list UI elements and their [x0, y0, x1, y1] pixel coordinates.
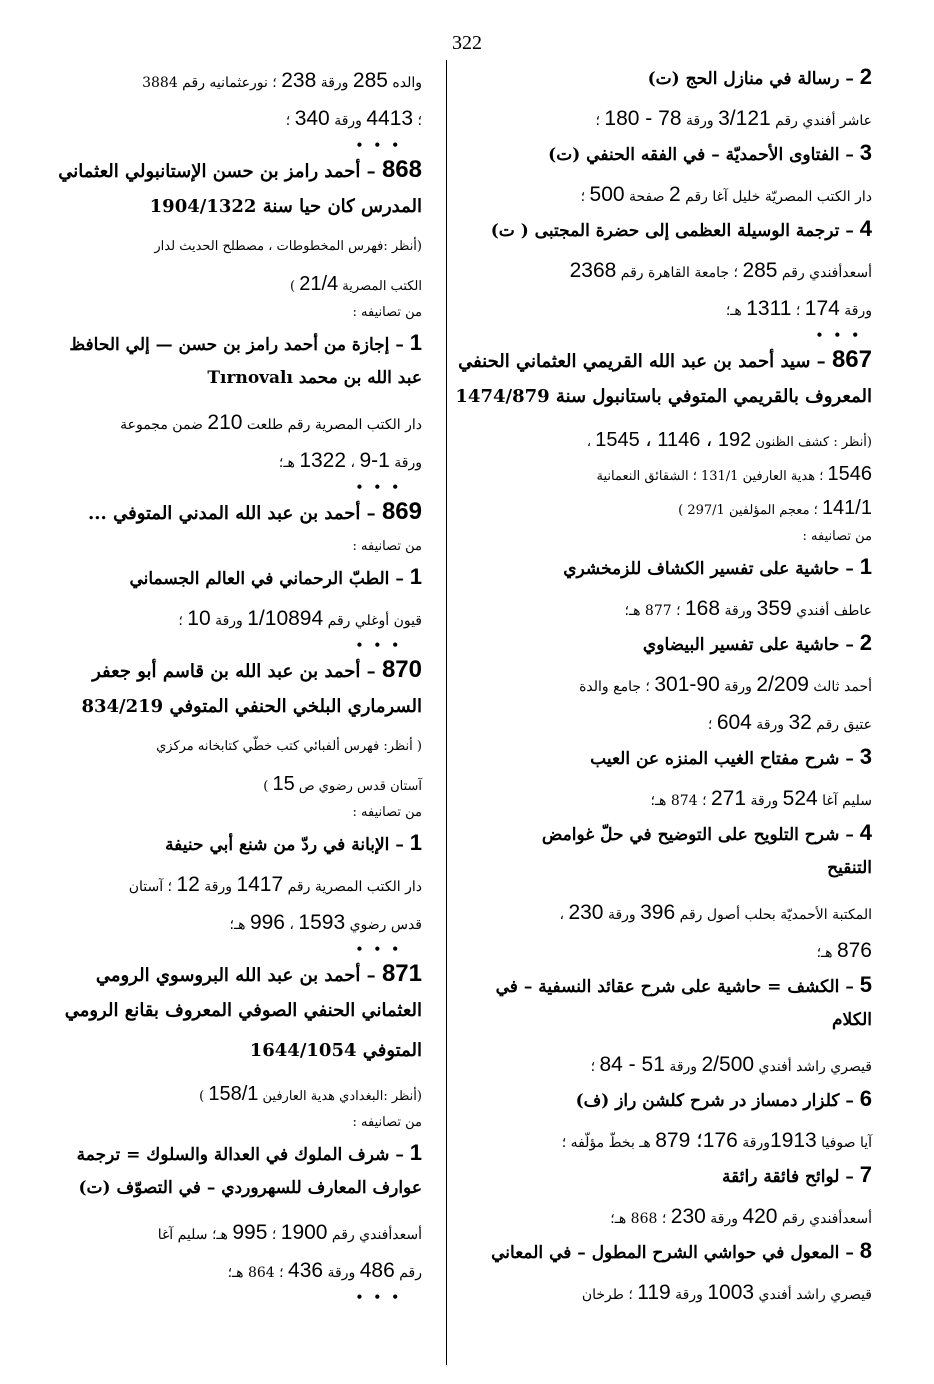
manuscript-reference [472, 176, 872, 214]
ref-text: ورقة [719, 679, 757, 695]
ref-number: 4413 [366, 107, 414, 130]
ref-number: 176؛ 879 [655, 1129, 738, 1152]
ref-number: 524 [782, 787, 818, 810]
ref-number: 90-301 [654, 673, 720, 696]
manuscript-reference [62, 1214, 422, 1252]
ref-text: رقم [394, 1265, 422, 1281]
ref-text: ضمن مجموعة [120, 417, 208, 433]
note-text: (أنظر :البغدادي هدية العارفين [258, 1089, 422, 1104]
entry-number: 1 [409, 330, 422, 355]
ref-text: ؛ [178, 613, 188, 629]
entry-text: – الإبانة في ردّ من شنع أبي حنيفة [165, 835, 410, 855]
column-divider [446, 60, 447, 1365]
ref-text: أسعدأفندي رقم [327, 1227, 422, 1243]
manuscript-reference [472, 590, 872, 628]
work-title [472, 62, 872, 100]
note-text: الكتب المصرية [338, 279, 422, 294]
entry-number: 867 [831, 346, 872, 373]
ref-number: 1593 [298, 911, 346, 934]
ref-text: دار الكتب المصريّة خليل آغا رقم [680, 189, 872, 205]
note-number: 21/4 [299, 273, 339, 295]
ref-number: 10 [187, 607, 211, 630]
ref-number: 285 [352, 69, 388, 92]
ref-number: 210 [207, 411, 243, 434]
ref-number: 285 [742, 259, 778, 282]
ref-number: 2368 [569, 259, 617, 282]
ref-number: 995 [232, 1221, 268, 1244]
ref-text: ورقة [199, 879, 237, 895]
ref-text: هـ؛ [816, 945, 837, 961]
ref-number: 436 [288, 1259, 324, 1282]
separator-dots: • • • [355, 138, 402, 152]
ref-text: هـ؛ [229, 917, 250, 933]
ref-number: 420 [742, 1205, 778, 1228]
ref-text: قيصري راشد أفندي [754, 1287, 872, 1303]
entry-number: 5 [859, 972, 872, 997]
entry-text: – لوائح فائقة رائقة [722, 1167, 860, 1187]
ref-number: 78 - 180 [604, 107, 682, 130]
ref-text: دار الكتب المصرية رقم [283, 879, 422, 895]
entry-number: 871 [381, 960, 422, 987]
ref-number: 996 [249, 911, 285, 934]
entry-number: 1 [409, 564, 422, 589]
ref-number: 2/500 [701, 1053, 755, 1076]
ref-text: المكتبة الأحمديّة بحلب أصول رقم [675, 907, 872, 923]
ref-number: 396 [640, 901, 676, 924]
ref-text: صفحة [624, 189, 669, 205]
ref-number: 359 [756, 597, 792, 620]
work-title [472, 214, 872, 252]
ref-text: ورقة [664, 1059, 702, 1075]
work-title [62, 328, 422, 366]
ref-number: 230 [670, 1205, 706, 1228]
note-text: ؛ معجم المؤلفين 297/1 ) [678, 503, 822, 518]
note-text: (أنظر : كشف الظنون [751, 435, 872, 450]
author-entry [62, 1038, 422, 1078]
ref-text: أسعدأفندي رقم [777, 1211, 872, 1227]
ref-number: 168 [685, 597, 721, 620]
ref-text: ؛ [791, 303, 805, 319]
ref-text: هـ؛ [725, 303, 747, 319]
manuscript-reference [472, 666, 872, 704]
entry-text: – رسالة في منازل الحج (ت) [647, 69, 860, 89]
entry-text: المتوفي 1644/1054 [249, 1040, 422, 1061]
separator-dots: • • • [355, 1290, 402, 1304]
ref-number: 1913 [770, 1129, 817, 1152]
ref-text: ؛ [590, 1059, 600, 1075]
note-text: ، [586, 435, 596, 450]
author-entry [62, 694, 422, 734]
work-title [472, 1008, 872, 1046]
entry-number: 8 [859, 1238, 872, 1263]
manuscript-reference [62, 404, 422, 442]
manuscript-reference [62, 442, 422, 480]
ref-text: ؛ جامع والدة [579, 679, 655, 695]
ref-text: ورقة [751, 717, 789, 733]
ref-number: 3/121 [718, 107, 771, 130]
source-note [472, 458, 872, 492]
author-entry [62, 654, 422, 694]
works-label: من تصانيفه : [352, 1115, 422, 1130]
ref-text: ؛ [285, 113, 295, 129]
ref-number: 604 [716, 711, 752, 734]
entry-text: – شرف الملوك في العدالة والسلوك = ترجمة [76, 1145, 410, 1165]
works-label: من تصانيفه : [352, 305, 422, 320]
ref-text: ؛ آستان [128, 879, 177, 895]
left-column [58, 62, 422, 1306]
ref-text: ، [559, 907, 569, 923]
ref-number: 2/209 [756, 673, 809, 696]
ref-text: ؛ جامعة القاهرة رقم [616, 265, 743, 281]
entry-text: – أحمد بن عبد الله البروسوي الرومي [95, 965, 382, 986]
entry-text: – سيد أحمد بن عبد الله القريمي العثماني الحنفي [458, 351, 832, 372]
ref-number: 32 [788, 711, 812, 734]
source-note [62, 1078, 422, 1112]
work-title [472, 742, 872, 780]
ref-number: 1/10894 [247, 607, 324, 630]
author-entry [58, 154, 422, 194]
manuscript-reference [472, 100, 872, 138]
ref-text: والده [387, 75, 422, 91]
ref-text: عاطف أفندي [791, 603, 872, 619]
work-title [62, 1176, 422, 1214]
work-title [62, 562, 422, 600]
entry-text: – شرح التلويح على التوضيح في حلّ غوامض [541, 825, 860, 845]
entry-text: – أحمد بن عبد الله بن قاسم أبو جعفر [92, 661, 382, 682]
ref-text: عتيق رقم [811, 717, 872, 733]
ref-text: ورقة [389, 455, 422, 471]
manuscript-reference [472, 290, 872, 328]
manuscript-reference [472, 1198, 872, 1236]
note-text: ) [290, 279, 300, 294]
source-note [62, 268, 422, 302]
manuscript-reference [472, 780, 872, 818]
entry-number: 1 [859, 554, 872, 579]
ref-number: 174 [804, 297, 840, 320]
separator-dots: • • • [815, 328, 862, 342]
ref-text: هـ؛ سليم آغا [157, 1227, 233, 1243]
ref-number: 2 [668, 183, 681, 206]
manuscript-reference [62, 866, 422, 904]
manuscript-reference [62, 1252, 422, 1290]
manuscript-reference [62, 62, 422, 100]
ref-number: 119 [637, 1281, 671, 1304]
entry-text: – أحمد رامز بن حسن الإستانبولي العثماني [58, 161, 382, 182]
source-note [62, 234, 422, 268]
ref-number: 12 [176, 873, 200, 896]
work-title [472, 970, 872, 1008]
ref-text: ورقة [210, 613, 248, 629]
note-text: ( أنظر: فهرس ألفبائي كتب خطّي كتابخانه مركزي [156, 739, 422, 754]
work-title [62, 366, 422, 404]
entry-text: – الكشف = حاشية على شرح عقائد النسفية – في [495, 977, 860, 997]
note-number: 158/1 [208, 1083, 259, 1105]
entry-text: – أحمد بن عبد الله المدني المتوفي ... [88, 503, 382, 524]
author-entry [458, 344, 872, 384]
work-title [472, 856, 872, 894]
ref-text: أحمد ثالث [808, 679, 872, 695]
entry-number: 2 [859, 630, 872, 655]
manuscript-reference [472, 1046, 872, 1084]
manuscript-reference [472, 704, 872, 742]
work-title [472, 818, 872, 856]
entry-text: المدرس كان حيا سنة 1904/1322 [149, 196, 422, 217]
ref-text: قيون أوغلي رقم [323, 613, 422, 629]
ref-number: 1311 [746, 297, 792, 320]
ref-number: 486 [359, 1259, 395, 1282]
works-label: من تصانيفه : [352, 805, 422, 820]
author-entry [62, 194, 422, 234]
separator-dots: • • • [355, 638, 402, 652]
work-title [472, 138, 872, 176]
source-note [62, 734, 422, 768]
ref-text: أسعدأفندي رقم [777, 265, 872, 281]
entry-text: عبد الله بن محمد Tırnovalı [207, 368, 422, 388]
ref-text: ورقة [705, 1211, 743, 1227]
entry-text: المعروف بالقريمي المتوفي باستانبول سنة 1474/879 [455, 386, 872, 407]
manuscript-reference [472, 932, 872, 970]
works-label: من تصانيفه : [352, 539, 422, 554]
work-title [472, 1084, 872, 1122]
ref-text: ورقة [603, 907, 641, 923]
note-number: 15 [272, 773, 295, 795]
ref-number: 51 - 84 [599, 1053, 665, 1076]
work-title [472, 628, 872, 666]
ref-text: ورقة [316, 75, 353, 91]
entry-number: 1 [409, 830, 422, 855]
work-title [472, 1160, 872, 1198]
ref-number: 1003 [707, 1281, 755, 1304]
ref-text: ورقة [746, 793, 783, 809]
work-title [472, 1236, 872, 1274]
entry-number: 2 [859, 64, 872, 89]
entry-number: 870 [381, 656, 422, 683]
entry-text: – إجازة من أحمد رامز بن حسن — إلي الحافظ [69, 335, 410, 355]
page-number: 322 [452, 32, 482, 54]
entry-text: عوارف المعارف للسهروردي – في التصوّف (ت) [78, 1178, 422, 1198]
manuscript-reference [472, 1122, 872, 1160]
ref-number: 271 [710, 787, 747, 810]
manuscript-reference [472, 894, 872, 932]
entry-number: 869 [381, 498, 422, 525]
author-entry [455, 384, 872, 424]
work-title [472, 552, 872, 590]
entry-text: العثماني الحنفي الصوفي المعروف بقانع الرومي [64, 1000, 422, 1021]
entry-text: السرماري البلخي الحنفي المتوفي 834/219 [81, 696, 422, 717]
ref-text: عاشر أفندي رقم [770, 113, 872, 129]
ref-text: ؛ 868 هـ؛ [610, 1211, 671, 1227]
entry-text: الكلام [832, 1010, 872, 1030]
ref-text: ، [346, 455, 360, 471]
entry-number: 3 [859, 744, 872, 769]
ref-text: ؛ [707, 717, 717, 733]
note-text: ؛ هدية العارفين 131/1 ؛ الشقائق النعمانية [596, 469, 828, 484]
ref-number: 1322 [299, 449, 347, 472]
ref-text: ؛ [413, 113, 422, 129]
note-text: ) [263, 779, 273, 794]
ref-text: ورقة [329, 113, 367, 129]
ref-number: 1417 [236, 873, 284, 896]
ref-text: ورقة [737, 1135, 771, 1151]
ref-text: ؛ طرخان [581, 1287, 638, 1303]
ref-number: 500 [589, 183, 625, 206]
ref-text: ؛ 877 هـ؛ [624, 603, 685, 619]
right-column [455, 62, 872, 1312]
entry-number: 4 [859, 216, 872, 241]
ref-text: ورقة [323, 1265, 360, 1281]
entry-text: – حاشية على تفسير البيضاوي [642, 635, 860, 655]
entry-text: – شرح مفتاح الغيب المنزه عن العيب [590, 749, 860, 769]
note-text: (أنظر :فهرس المخطوطات ، مصطلح الحديث لدار [154, 239, 422, 254]
ref-number: 238 [281, 69, 317, 92]
source-note [472, 492, 872, 526]
ref-text: ؛ 874 هـ؛ [650, 793, 711, 809]
entry-number: 868 [381, 156, 422, 183]
author-entry [62, 998, 422, 1038]
entry-text: – ترجمة الوسيلة العظمى إلى حضرة المجتبى ( ت) [490, 221, 860, 241]
ref-text: ؛ [267, 1227, 281, 1243]
ref-text: ورقة [681, 113, 719, 129]
ref-text: دار الكتب المصرية رقم طلعت [242, 417, 422, 433]
entry-number: 7 [859, 1162, 872, 1187]
entry-number: 3 [859, 140, 872, 165]
ref-text: هـ؛ [278, 455, 300, 471]
entry-text: – الفتاوى الأحمديّة – في الفقه الحنفي (ت) [548, 145, 860, 165]
work-title [62, 828, 422, 866]
entry-text: – المعول في حواشي الشرح المطول – في المعاني [491, 1243, 860, 1263]
work-title [62, 1138, 422, 1176]
note-number: 141/1 [821, 497, 872, 519]
note-text: آستان قدس رضوي ص [294, 779, 422, 794]
entry-number: 4 [859, 820, 872, 845]
ref-text: هـ بخطّ مؤلّفه ؛ [561, 1135, 656, 1151]
separator-dots: • • • [355, 480, 402, 494]
entry-number: 6 [859, 1086, 872, 1111]
note-text: ) [199, 1089, 209, 1104]
entry-text: التنقيح [827, 858, 872, 878]
ref-text: قيصري راشد أفندي [754, 1059, 872, 1075]
ref-text: ورقة [720, 603, 757, 619]
separator-dots: • • • [355, 942, 402, 956]
ref-number: 1900 [280, 1221, 328, 1244]
author-entry [62, 958, 422, 998]
ref-number: 876 [836, 939, 872, 962]
ref-text: ورقة [670, 1287, 708, 1303]
ref-text: ؛ [595, 113, 605, 129]
source-note [62, 768, 422, 802]
ref-text: ؛ 864 هـ؛ [227, 1265, 289, 1281]
works-label: من تصانيفه : [802, 529, 872, 544]
ref-text: ورقة [839, 303, 872, 319]
manuscript-reference [62, 600, 422, 638]
ref-text: ، [284, 917, 299, 933]
manuscript-reference [62, 904, 422, 942]
entry-text: – حاشية على تفسير الكشاف للزمخشري [563, 559, 860, 579]
ref-text: آيا صوفيا [816, 1135, 872, 1151]
note-number: 1546 [827, 463, 872, 485]
manuscript-reference [472, 252, 872, 290]
ref-number: 230 [568, 901, 604, 924]
manuscript-reference [62, 100, 422, 138]
ref-text: سليم آغا [817, 793, 872, 809]
entry-text: – كلزار دمساز در شرح كلشن راز (ف) [575, 1091, 860, 1111]
entry-text: – الطبّ الرحماني في العالم الجسماني [129, 569, 410, 589]
entry-number: 1 [409, 1140, 422, 1165]
ref-text: قدس رضوي [345, 917, 422, 933]
author-entry [62, 496, 422, 536]
ref-number: 340 [294, 107, 330, 130]
ref-number: 1-9 [359, 449, 390, 472]
source-note [472, 424, 872, 458]
ref-text: ؛ [580, 189, 590, 205]
ref-text: ؛ نورعثمانيه رقم 3884 [142, 75, 282, 91]
note-number: 192 ، 1146 ، 1545 [595, 429, 752, 451]
manuscript-reference [472, 1274, 872, 1312]
